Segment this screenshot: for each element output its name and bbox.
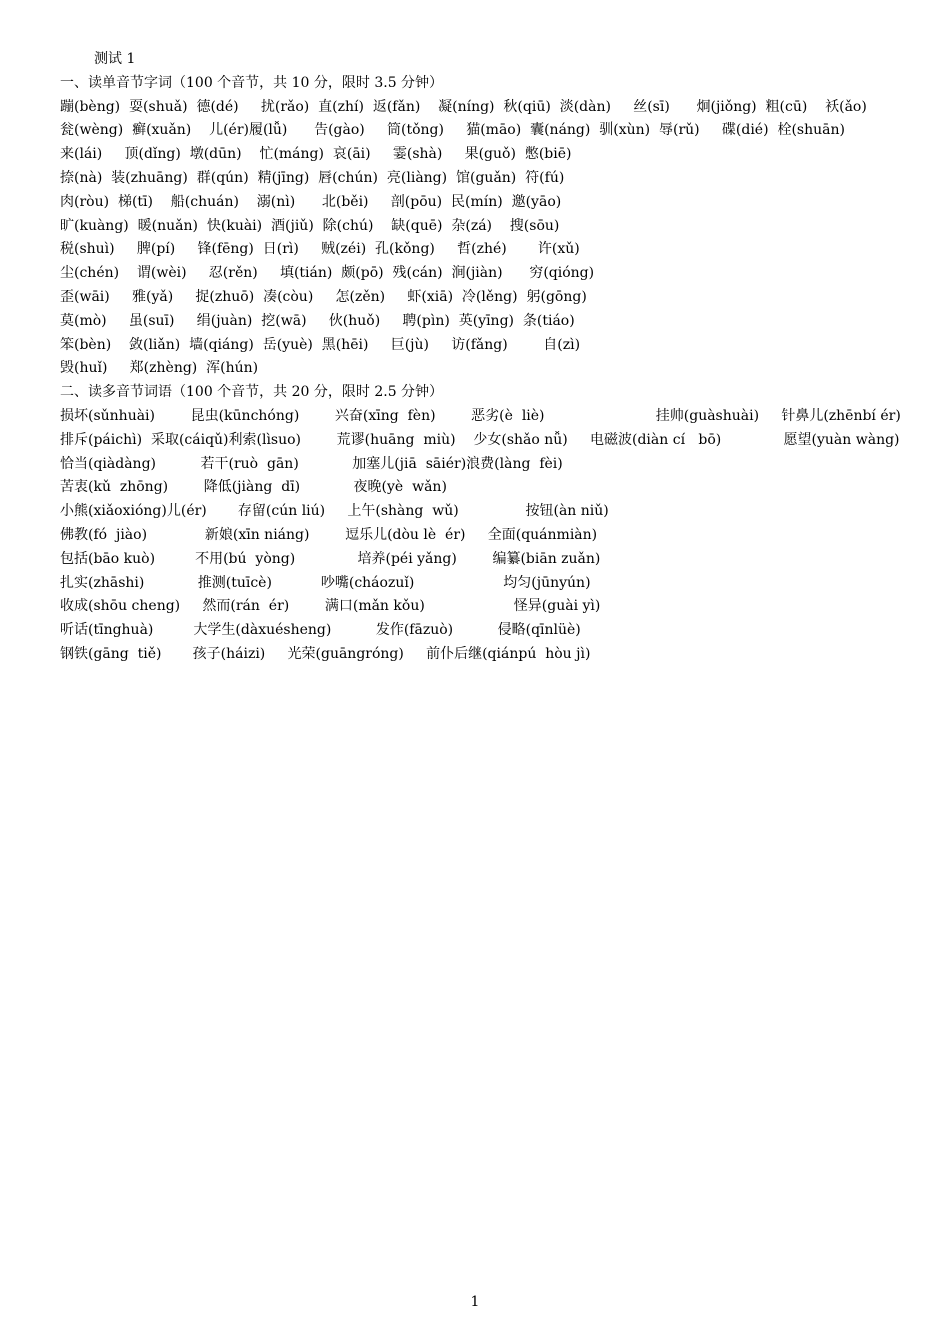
word-line: 佛教(fó jiào) 新娘(xīn niáng) 逗乐儿(dòu lè ér) 全面(quánmiàn) <box>60 526 598 543</box>
word-line: 肉(ròu) 梯(tī) 船(chuán) 溺(nì) 北(běi) 剖(pōu) 民(mín) 邀(yāo) <box>60 193 562 210</box>
word-line: 小熊(xiǎoxióng)儿(ér) 存留(cún liú) 上午(shàng wǔ) 按钮(àn niǔ) <box>60 503 609 520</box>
word-line: 歪(wāi) 雅(yǎ) 捉(zhuō) 凑(còu) 怎(zěn) 虾(xiā) 冷(lěng) 躬(gōng) <box>60 288 587 305</box>
word-line: 钢铁(gāng tiě) 孩子(háizi) 光荣(guāngróng) 前仆后继(qiánpú hòu jì) <box>60 645 591 662</box>
word-line: 税(shuì) 脾(pí) 锋(fēng) 日(rì) 贼(zéi) 孔(kǒng) 哲(zhé) 许(xǔ) <box>60 241 580 258</box>
word-line: 扎实(zhāshi) 推测(tuīcè) 吵嘴(cháozuǐ) 均匀(jūnyún) <box>60 574 591 591</box>
word-line: 捺(nà) 装(zhuāng) 群(qún) 精(jīng) 唇(chún) 亮(liàng) 馆(guǎn) 符(fú) <box>60 169 565 186</box>
page-title: 测试 1 <box>94 51 136 67</box>
word-line: 笨(bèn) 敛(liǎn) 墙(qiáng) 岳(yuè) 黑(hēi) 巨(jù) 访(fǎng) 自(zì) <box>60 336 581 353</box>
word-line: 收成(shōu cheng) 然而(rán ér) 满口(mǎn kǒu) 怪异(guài yì) <box>60 598 601 615</box>
word-line: 苦衷(kǔ zhōng) 降低(jiàng dī) 夜晚(yè wǎn) <box>60 479 447 496</box>
word-line: 瓮(wèng) 癣(xuǎn) 儿(ér)履(lǚ) 告(gào) 筒(tǒng) 猫(māo) 囊(náng) 驯(xùn) 辱(rǔ) 碟(dié) 栓(shuān) <box>60 122 845 139</box>
word-line: 包括(bāo kuò) 不用(bú yòng) 培养(péi yǎng) 编纂(biān zuǎn) <box>60 550 601 567</box>
word-line: 旷(kuàng) 暖(nuǎn) 快(kuài) 酒(jiǔ) 除(chú) 缺(quē) 杂(zá) 搜(sōu) <box>60 217 560 234</box>
section2-heading: 二、读多音节词语（100 个音节，共 20 分，限时 2.5 分钟） <box>60 384 444 401</box>
page-number: 1 <box>470 1294 480 1310</box>
document-page <box>60 48 922 667</box>
word-line: 毁(huǐ) 郑(zhèng) 浑(hún) <box>60 360 259 377</box>
word-line: 莫(mò) 虽(suī) 绢(juàn) 挖(wā) 伙(huǒ) 聘(pìn) 英(yīng) 条(tiáo) <box>60 312 575 329</box>
section1-heading: 一、读单音节字词（100 个音节，共 10 分，限时 3.5 分钟） <box>60 74 444 91</box>
word-line: 损坏(sǔnhuài) 昆虫(kūnchóng) 兴奋(xīng fèn) 恶劣(è liè) 挂帅(guàshuài) 针鼻儿(zhēnbí ér) <box>60 407 901 424</box>
word-line: 排斥(páichì) 采取(cáiqǔ)利索(lìsuo) 荒谬(huāng miù) 少女(shǎo nǚ) 电磁波(diàn cí bō) 愿望(yuàn wàng) 恰当(qiàdàng) 若干(ruò gān) 加塞儿(jiā sāiér)浪费(làng fèi) <box>60 431 922 472</box>
word-line: 蹦(bèng) 耍(shuǎ) 德(dé) 扰(rǎo) 直(zhí) 返(fǎn) 凝(níng) 秋(qiū) 淡(dàn) 丝(sī) 炯(jiǒng) 粗(cū) 袄(ǎo) <box>60 98 867 115</box>
word-line: 尘(chén) 谓(wèi) 忍(rěn) 填(tián) 颇(pō) 残(cán) 涧(jiàn) 穷(qióng) <box>60 265 595 282</box>
word-line: 听话(tīnghuà) 大学生(dàxuésheng) 发作(fāzuò) 侵略(qīnlüè) <box>60 622 581 639</box>
word-line: 来(lái) 顶(dǐng) 墩(dūn) 忙(máng) 哀(āi) 霎(shà) 果(guǒ) 憋(biē) <box>60 146 572 163</box>
